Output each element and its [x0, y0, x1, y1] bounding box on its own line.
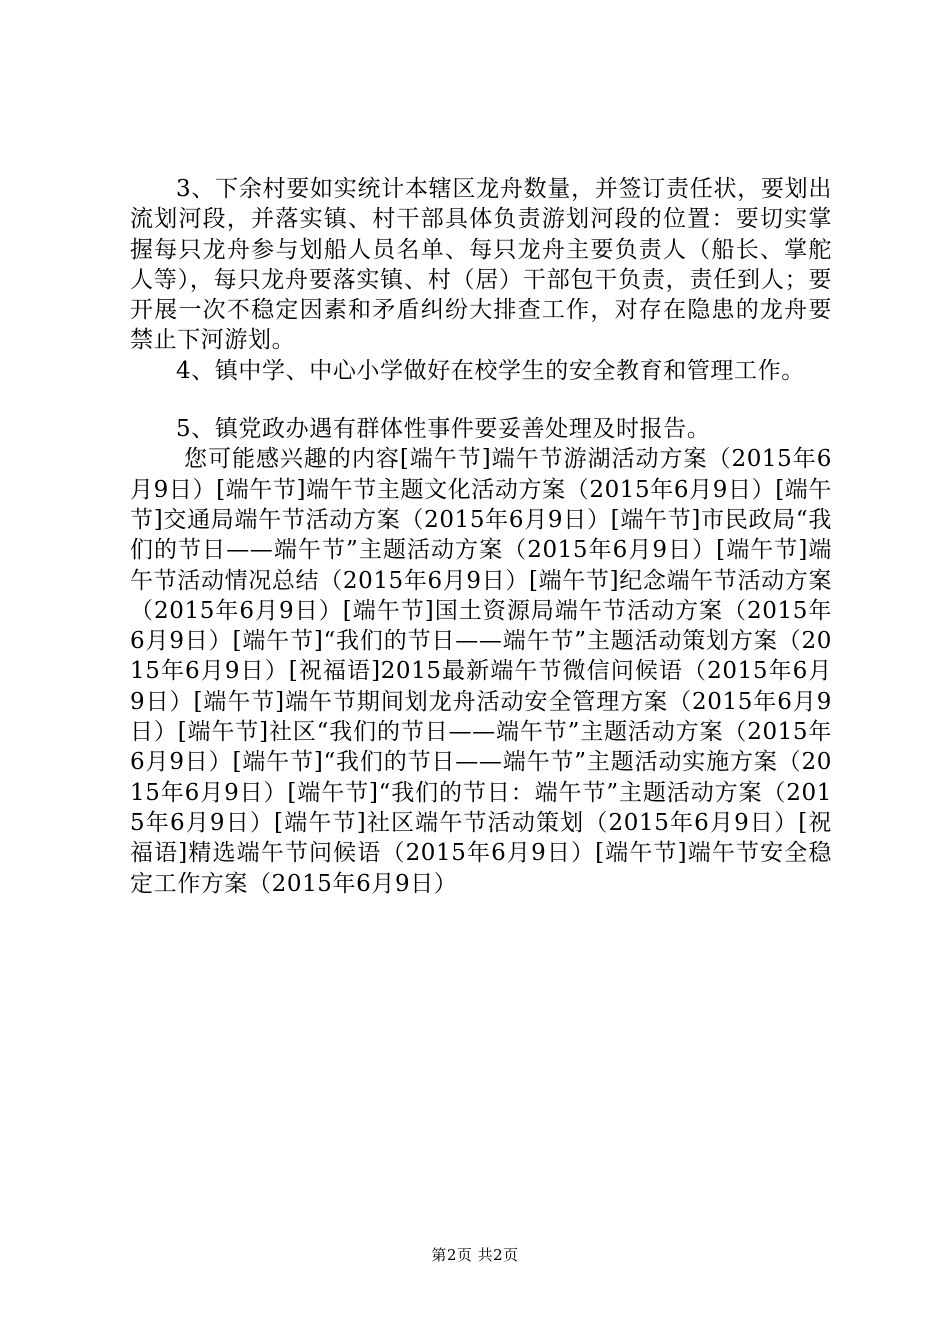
paragraph-item-5: 5、镇党政办遇有群体性事件要妥善处理及时报告。	[176, 416, 711, 443]
paragraph-item-4: 4、镇中学、中心小学做好在校学生的安全教育和管理工作。	[176, 357, 805, 384]
page-footer	[0, 1244, 950, 1265]
document-body	[130, 174, 832, 899]
paragraph-item-3: 3、下余村要如实统计本辖区龙舟数量，并签订责任状，要划出流划河段，并落实镇、村干部具体负责游划河段的位置：要切实掌握每只龙舟参与划船人员名单、每只龙舟主要负责人（船长、掌舵人等），每只龙舟要落实镇、村（居）干部包干负责，责任到人；要开展一次不稳定因素和矛盾纠纷大排查工作，对存在隐患的龙舟要禁止下河游划。	[130, 176, 832, 354]
page-number: 第2页 共2页	[431, 1246, 519, 1264]
related-content-list: 您可能感兴趣的内容[端午节]端午节游湖活动方案（2015年6月9日）[端午节]端午节主题文化活动方案（2015年6月9日）[端午节]交通局端午节活动方案（2015年6月9日）[端午节]市民政局“我们的节日——端午节”主题活动方案（2015年6月9日）[端午节]端午节活动情况总结（2015年6月9日）[端午节]纪念端午节活动方案（2015年6月9日）[端午节]国土资源局端午节活动方案（2015年6月9日）[端午节]“我们的节日——端午节”主题活动策划方案（2015年6月9日）[祝福语]2015最新端午节微信问候语（2015年6月9日）[端午节]端午节期间划龙舟活动安全管理方案（2015年6月9日）[端午节]社区“我们的节日——端午节”主题活动方案（2015年6月9日）[端午节]“我们的节日——端午节”主题活动实施方案（2015年6月9日）[端午节]“我们的节日：端午节”主题活动方案（2015年6月9日）[端午节]社区端午节活动策划（2015年6月9日）[祝福语]精选端午节问候语（2015年6月9日）[端午节]端午节安全稳定工作方案（2015年6月9日）	[130, 446, 832, 897]
